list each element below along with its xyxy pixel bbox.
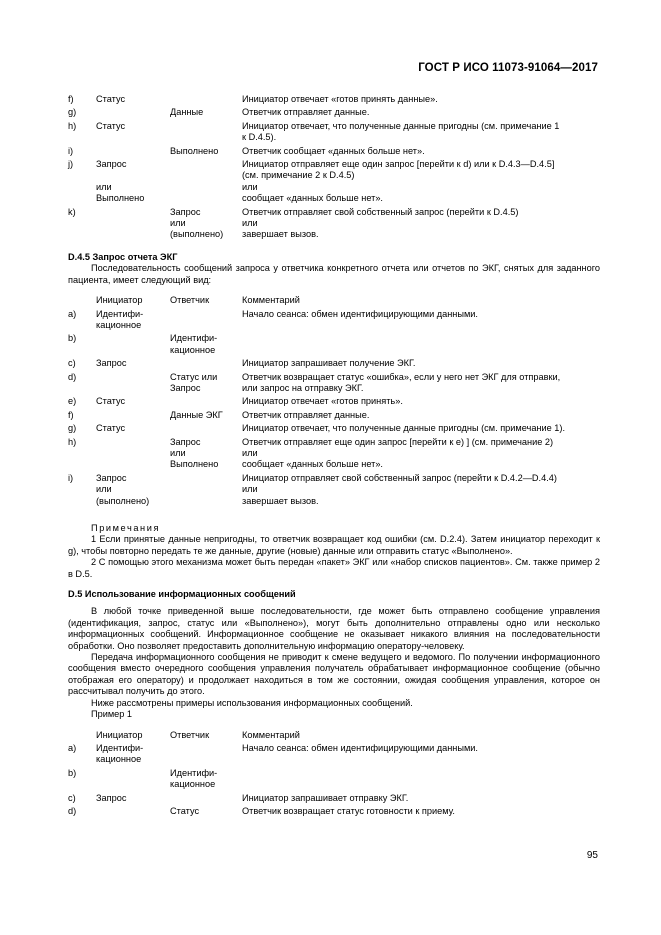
- comment-cell: Ответчик возвращает статус готовности к приему.: [242, 805, 455, 816]
- comment-cell: Инициатор запрашивает отправку ЭКГ.: [242, 792, 409, 803]
- responder-cell: [170, 743, 242, 766]
- section-intro: Последовательность сообщений запроса у ответчика конкретного отчета или отчетов по ЭКГ, снятых для заданного пациента, имеет следующий вид:: [68, 263, 600, 285]
- step-row: [68, 159, 600, 205]
- responder-cell: Идентифи- кационное: [170, 767, 218, 790]
- initiator-cell: Запрос или Выполнено: [96, 159, 145, 204]
- initiator-cell: [96, 410, 170, 421]
- column-header-responder: Ответчик: [170, 729, 210, 740]
- step-row: [68, 473, 600, 507]
- section-title-d45: D.4.5 Запрос отчета ЭКГ: [68, 251, 178, 262]
- step-label: f): [68, 409, 74, 420]
- initiator-cell: [96, 333, 170, 356]
- step-label: a): [68, 308, 77, 319]
- comment-cell: Инициатор запрашивает получение ЭКГ.: [242, 358, 416, 369]
- step-row: [68, 743, 600, 766]
- initiator-cell: Запрос: [96, 792, 127, 803]
- step-label: h): [68, 120, 77, 131]
- step-row: [68, 806, 600, 817]
- responder-cell: Данные: [170, 107, 204, 118]
- step-label: i): [68, 472, 74, 483]
- step-label: b): [68, 767, 77, 778]
- table-header: [68, 295, 600, 306]
- step-row: [68, 358, 600, 369]
- step-label: g): [68, 423, 77, 434]
- step-row: [68, 146, 600, 157]
- responder-cell: [170, 159, 242, 205]
- comment-cell: Начало сеанса: обмен идентифицирующими данными.: [242, 742, 478, 753]
- step-row: [68, 793, 600, 804]
- responder-cell: Данные ЭКГ: [170, 409, 223, 420]
- responder-cell: [170, 121, 242, 144]
- step-label: h): [68, 436, 77, 447]
- note-1: 1 Если принятые данные непригодны, то ответчик возвращает код ошибки (см. D.2.4). Затем инициатор переходит к g), чтобы повторно передать те же данные, другие (новые) данные или отправить статус «Выполнено».: [68, 534, 600, 556]
- initiator-cell: Статус: [96, 396, 126, 407]
- responder-cell: Запрос или (выполнено): [170, 206, 224, 240]
- comment-cell: Инициатор отправляет еще один запрос [перейти к d) или к D.4.3—D.4.5] (см. примечание 2 к D.4.5) или сообщает «данных больше нет».: [242, 159, 555, 204]
- step-label: b): [68, 333, 77, 344]
- initiator-cell: [96, 768, 170, 791]
- comment-cell: Ответчик отправляет свой собственный запрос (перейти к D.4.5) или завершает вызов.: [242, 206, 519, 240]
- sequence-table-continued: [68, 94, 600, 241]
- step-label: c): [68, 792, 76, 803]
- step-row: [68, 768, 600, 791]
- initiator-cell: [96, 437, 170, 471]
- step-row: [68, 372, 600, 395]
- comment-cell: Ответчик отправляет данные.: [242, 409, 370, 420]
- step-row: [68, 107, 600, 118]
- initiator-cell: Статус: [96, 120, 126, 131]
- initiator-cell: [96, 207, 170, 241]
- column-header-comment: Комментарий: [242, 729, 300, 740]
- sequence-table-example-1: [68, 743, 600, 817]
- section-title-d5: D.5 Использование информационных сообщений: [68, 589, 296, 600]
- comment-cell: Инициатор отвечает «готов принять данные».: [242, 94, 438, 104]
- initiator-cell: Идентифи- кационное: [96, 742, 144, 765]
- initiator-cell: Идентифи- кационное: [96, 308, 144, 330]
- initiator-cell: [96, 372, 170, 395]
- column-header-initiator: Инициатор: [96, 729, 143, 740]
- page-number: 95: [586, 850, 598, 861]
- notes-heading: Примечания: [91, 523, 161, 533]
- comment-cell: [242, 768, 600, 791]
- step-row: [68, 309, 600, 332]
- comment-cell: Инициатор отвечает «готов принять».: [242, 396, 403, 407]
- column-header-comment: Комментарий: [242, 295, 300, 306]
- step-row: [68, 437, 600, 471]
- responder-cell: [170, 793, 242, 804]
- initiator-cell: [96, 806, 170, 817]
- paragraph-3: Ниже рассмотрены примеры использования информационных сообщений.: [91, 697, 413, 708]
- responder-cell: Статус или Запрос: [170, 371, 218, 393]
- responder-cell: Идентифи- кационное: [170, 333, 218, 355]
- step-row: [68, 94, 600, 105]
- initiator-cell: [96, 146, 170, 157]
- comment-cell: Инициатор отправляет свой собственный запрос (перейти к D.4.2—D.4.4) или завершает вызов.: [242, 472, 557, 506]
- responder-cell: [170, 473, 242, 507]
- comment-cell: Инициатор отвечает, что полученные данные пригодны (см. примечание 1).: [242, 423, 566, 434]
- table-header: [68, 730, 600, 741]
- step-label: j): [68, 159, 74, 170]
- step-row: [68, 333, 600, 356]
- comment-cell: Инициатор отвечает, что полученные данные пригодны (см. примечание 1 к D.4.5).: [242, 120, 560, 143]
- step-label: g): [68, 107, 77, 118]
- document-body: [68, 94, 600, 819]
- column-header-initiator: Инициатор: [96, 295, 143, 306]
- responder-cell: [170, 358, 242, 369]
- step-label: d): [68, 805, 77, 816]
- initiator-cell: [96, 107, 170, 118]
- step-label: f): [68, 94, 74, 104]
- step-label: e): [68, 396, 77, 407]
- step-row: [68, 121, 600, 144]
- responder-cell: [170, 396, 242, 407]
- column-header-responder: Ответчик: [170, 295, 210, 306]
- initiator-cell: Запрос: [96, 358, 127, 369]
- comment-cell: Ответчик возвращает статус «ошибка», если у него нет ЭКГ для отправки, или запрос на отправку ЭКГ.: [242, 371, 561, 393]
- step-label: a): [68, 742, 77, 753]
- step-label: c): [68, 358, 76, 369]
- comment-cell: Ответчик отправляет данные.: [242, 107, 370, 118]
- step-label: d): [68, 371, 77, 382]
- page-header: ГОСТ Р ИСО 11073-91064—2017: [418, 62, 598, 74]
- responder-cell: [170, 423, 242, 434]
- responder-cell: [170, 94, 242, 105]
- responder-cell: [170, 309, 242, 332]
- example-label: Пример 1: [91, 709, 133, 720]
- step-row: [68, 410, 600, 421]
- sequence-table-d45: [68, 309, 600, 508]
- comment-cell: Начало сеанса: обмен идентифицирующими данными.: [242, 308, 478, 319]
- responder-cell: Статус: [170, 805, 200, 816]
- note-2: 2 С помощью этого механизма может быть передан «пакет» ЭКГ или «набор списков пациентов». См. также пример 2 в D.5.: [68, 557, 600, 579]
- paragraph-2: Передача информационного сообщения не приводит к смене ведущего и ведомого. По получении информационного сообщения вместо очередного сообщения управления получатель обрабатывает информационное сообщение (обычно отображая его оператору) и продолжает находиться в том же состоянии, ожидая сообщения управления, которое он рассчитывал получить до этого.: [68, 652, 600, 697]
- step-row: [68, 396, 600, 407]
- comment-cell: Ответчик отправляет еще один запрос [перейти к e) ] (см. примечание 2) или сообщает «данных больше нет».: [242, 436, 554, 470]
- comment-cell: Ответчик сообщает «данных больше нет».: [242, 145, 425, 156]
- comment-cell: [242, 333, 600, 356]
- step-label: i): [68, 145, 74, 156]
- step-label: k): [68, 206, 76, 217]
- initiator-cell: Запрос или (выполнено): [96, 472, 150, 506]
- initiator-cell: Статус: [96, 94, 126, 104]
- initiator-cell: Статус: [96, 423, 126, 434]
- responder-cell: Запрос или Выполнено: [170, 436, 219, 470]
- step-row: [68, 207, 600, 241]
- step-row: [68, 423, 600, 434]
- paragraph-1: В любой точке приведенной выше последовательности, где может быть отправлено сообщение управления (идентификация, запрос, статус или «Выполнено»), могут быть дополнительно отправлены одно или несколько информационных сообщений. Информационное сообщение не оказывает никакого влияния на последовательности обработки. Оно позволяет предоставить дополнительную информацию оператору-человеку.: [68, 606, 600, 651]
- responder-cell: Выполнено: [170, 145, 219, 156]
